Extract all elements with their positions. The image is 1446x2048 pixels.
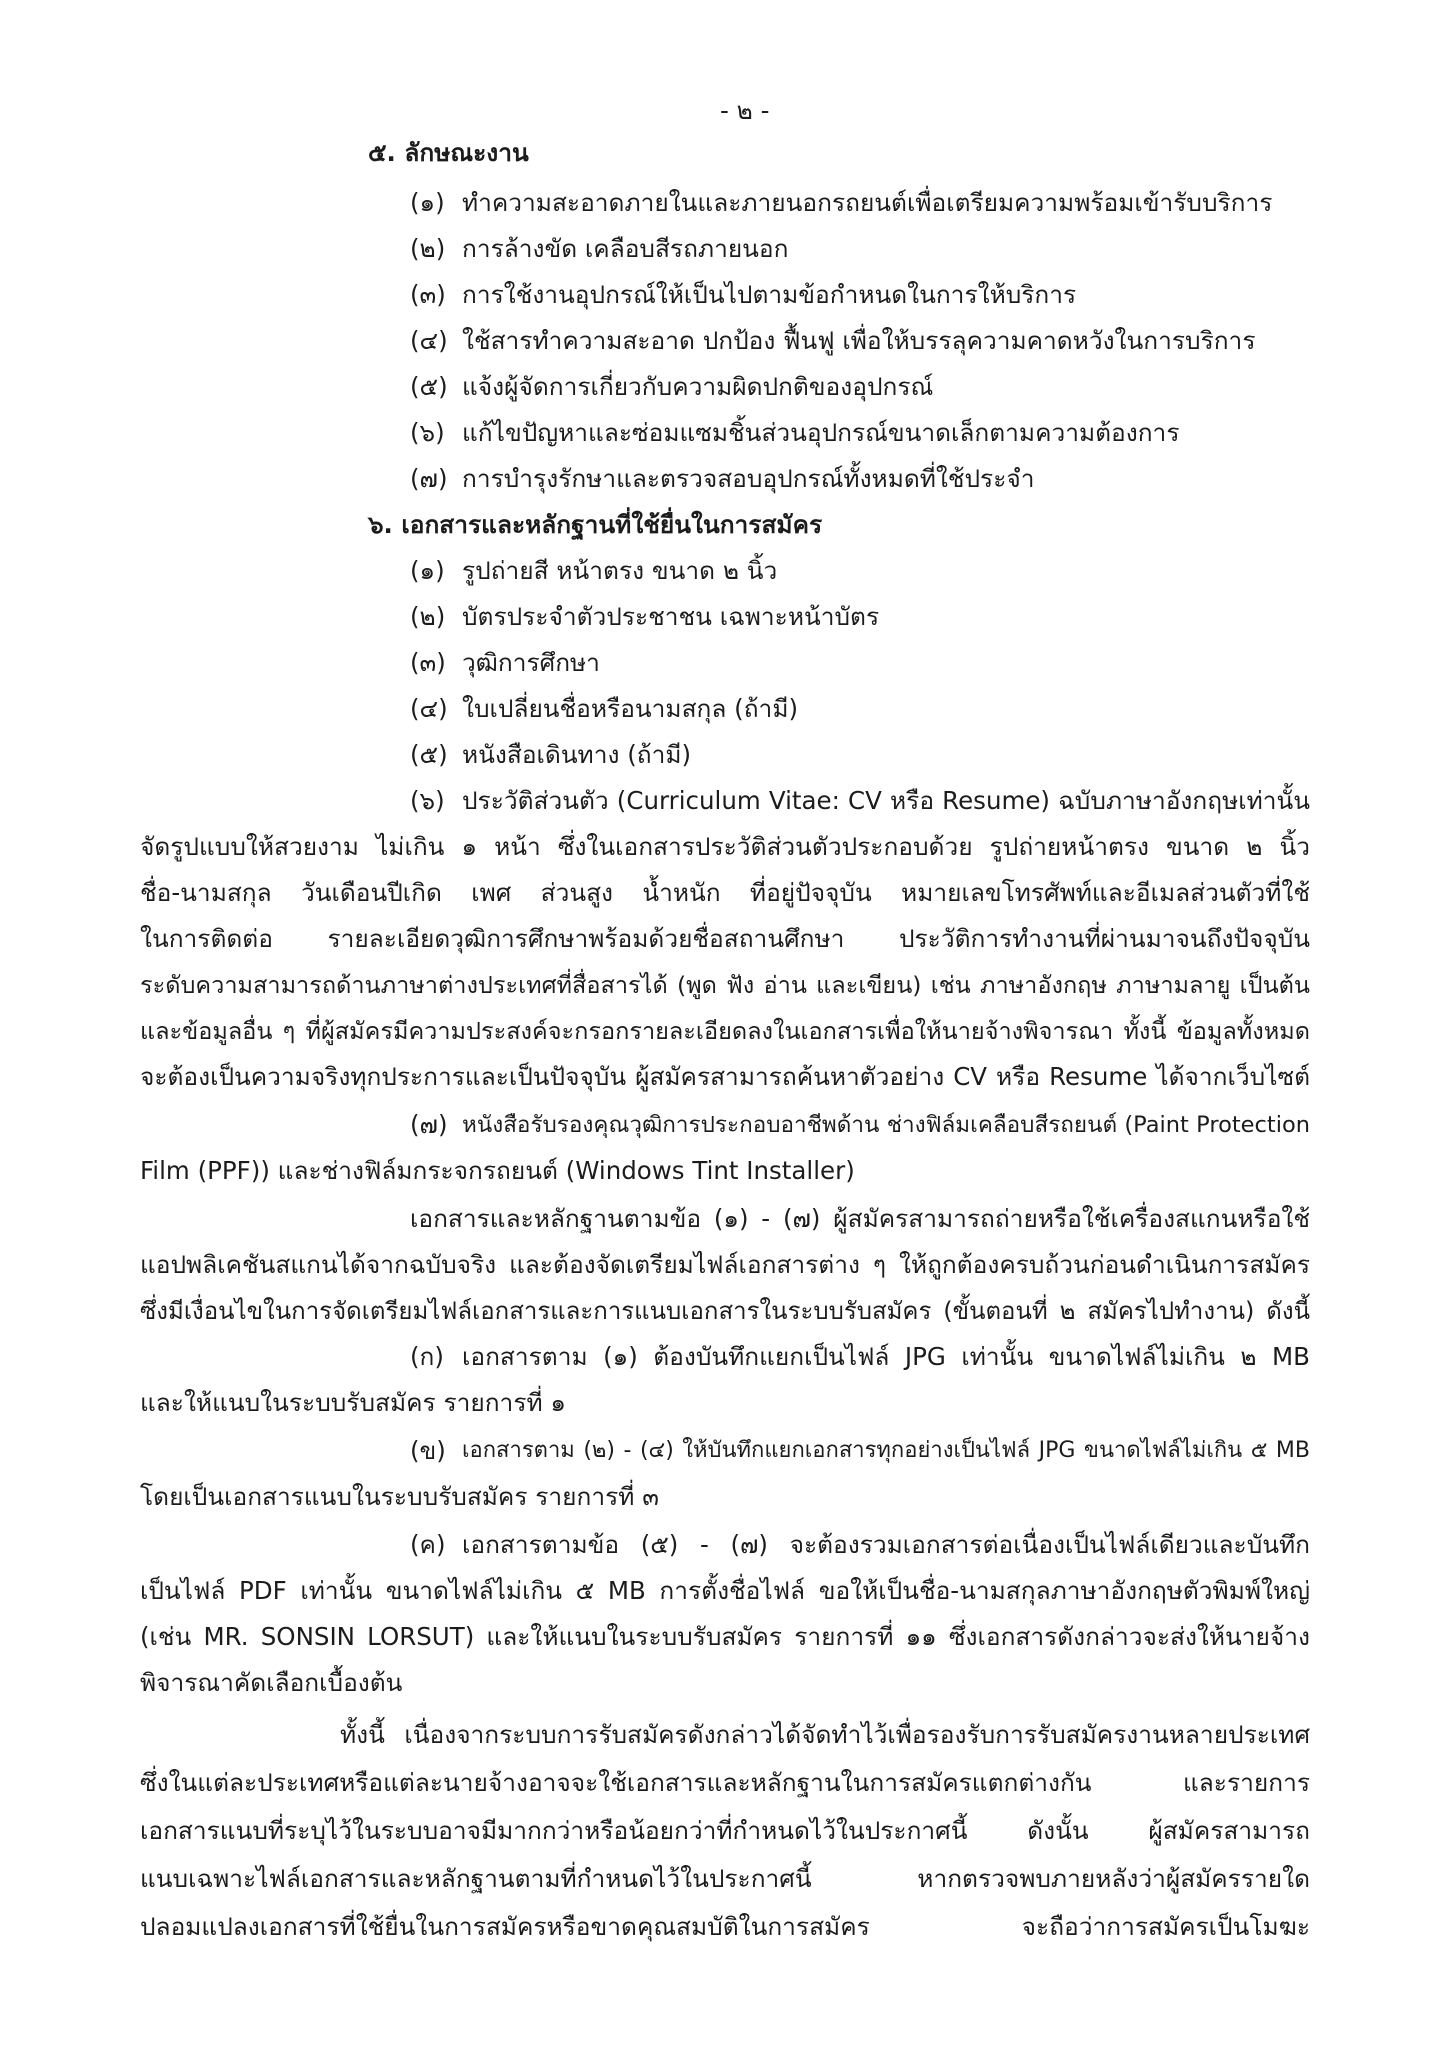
documents-paragraph-line: ซึ่งมีเงื่อนไขในการจัดเตรียมไฟล์เอกสารและการแนบเอกสารในระบบรับสมัคร (ขั้นตอนที่ ๒ สมัครไปทำงาน) ดังนี้ <box>140 1297 1310 1325</box>
condition-line: เอกสารตาม (๒) - (๔) ให้บันทึกแยกเอกสารทุกอย่างเป็นไฟล์ JPG ขนาดไฟล์ไม่เกิน ๕ MB <box>462 1438 1310 1463</box>
documents-paragraph-line: แอปพลิเคชันสแกนได้จากฉบับจริง และต้องจัดเตรียมไฟล์เอกสารต่าง ๆ ให้ถูกต้องครบถ้วนก่อนดำเนินการสมัคร <box>140 1250 1310 1279</box>
section-5-item-num: (๑) <box>410 188 445 217</box>
condition-line: (เช่น MR. SONSIN LORSUT) และให้แนบในระบบรับสมัคร รายการที่ ๑๑ ซึ่งเอกสารดังกล่าวจะส่งให้นายจ้าง <box>140 1622 1310 1651</box>
condition-line: เอกสารตาม (๑) ต้องบันทึกแยกเป็นไฟล์ JPG เท่านั้น ขนาดไฟล์ไม่เกิน ๒ MB <box>462 1342 1310 1371</box>
section-5-item-text: ใช้สารทำความสะอาด ปกป้อง ฟื้นฟู เพื่อให้บรรลุความคาดหวังในการบริการ <box>462 326 1256 355</box>
section-5-item-text: แก้ไขปัญหาและซ่อมแซมชิ้นส่วนอุปกรณ์ขนาดเล็กตามความต้องการ <box>462 418 1180 447</box>
section-6-item-text: รูปถ่ายสี หน้าตรง ขนาด ๒ นิ้ว <box>462 556 778 585</box>
section-5-item-text: การใช้งานอุปกรณ์ให้เป็นไปตามข้อกำหนดในการให้บริการ <box>462 280 1077 309</box>
section-5-item-text: การล้างขัด เคลือบสีรถภายนอก <box>462 234 789 263</box>
section-6-item-text: วุฒิการศึกษา <box>462 648 600 677</box>
cv-paragraph-line: ในการติดต่อ รายละเอียดวุฒิการศึกษาพร้อมด้วยชื่อสถานศึกษา ประวัติการทำงานที่ผ่านมาจนถึงปัจจุบัน <box>140 924 1310 953</box>
section-5-item-text: การบำรุงรักษาและตรวจสอบอุปกรณ์ทั้งหมดที่ใช้ประจำ <box>462 464 1035 493</box>
cv-paragraph-line: จัดรูปแบบให้สวยงาม ไม่เกิน ๑ หน้า ซึ่งในเอกสารประวัติส่วนตัวประกอบด้วย รูปถ่ายหน้าตรง ขนาด ๒ นิ้ว <box>140 832 1310 861</box>
cv-paragraph-line: จะต้องเป็นความจริงทุกประการและเป็นปัจจุบัน ผู้สมัครสามารถค้นหาตัวอย่าง CV หรือ Resume ได้จากเว็บไซต์ <box>140 1062 1310 1091</box>
condition-line: พิจารณาคัดเลือกเบื้องต้น <box>140 1668 403 1697</box>
documents-paragraph-line: เอกสารและหลักฐานตามข้อ (๑) - (๗) ผู้สมัครสามารถถ่ายหรือใช้เครื่องสแกนหรือใช้ <box>410 1204 1310 1233</box>
cv-paragraph-line: ชื่อ-นามสกุล วันเดือนปีเกิด เพศ ส่วนสูง น้ำหนัก ที่อยู่ปัจจุบัน หมายเลขโทรศัพท์และอีเมลส่วนตัวที่ใช้ <box>140 878 1310 907</box>
section-5-item-num: (๗) <box>410 464 448 493</box>
section-6-item-num: (๕) <box>410 740 448 769</box>
cv-paragraph-line: ประวัติส่วนตัว (Curriculum Vitae: CV หรือ Resume) ฉบับภาษาอังกฤษเท่านั้น <box>462 786 1310 815</box>
section-5-item-num: (๒) <box>410 234 446 263</box>
certificate-paragraph-line: Film (PPF)) และช่างฟิล์มกระจกรถยนต์ (Windows Tint Installer) <box>140 1156 855 1185</box>
section-6-item-text: หนังสือเดินทาง (ถ้ามี) <box>462 740 692 769</box>
final-paragraph-line: แนบเฉพาะไฟล์เอกสารและหลักฐานตามที่กำหนดไว้ในประกาศนี้ หากตรวจพบภายหลังว่าผู้สมัครรายใด <box>140 1864 1310 1893</box>
section-5-item-num: (๓) <box>410 280 446 309</box>
section-6-item-num: (๖) <box>410 786 445 815</box>
section-6-item-text: ใบเปลี่ยนชื่อหรือนามสกุล (ถ้ามี) <box>462 694 799 723</box>
condition-line: เอกสารตามข้อ (๕) - (๗) จะต้องรวมเอกสารต่อเนื่องเป็นไฟล์เดียวและบันทึก <box>462 1530 1310 1559</box>
section-6-item-num: (๔) <box>410 694 448 723</box>
condition-letter: (ข) <box>410 1436 446 1465</box>
final-paragraph-line: เอกสารแนบที่ระบุไว้ในระบบอาจมีมากกว่าหรือน้อยกว่าที่กำหนดไว้ในประกาศนี้ ดังนั้น ผู้สมัครสามารถ <box>140 1816 1310 1845</box>
cv-paragraph-line: และข้อมูลอื่น ๆ ที่ผู้สมัครมีความประสงค์จะกรอกรายละเอียดลงในเอกสารเพื่อให้นายจ้างพิจารณา ทั้งนี้ ข้อมูลทั้งหมด <box>140 1017 1310 1045</box>
condition-line: และให้แนบในระบบรับสมัคร รายการที่ ๑ <box>140 1388 566 1417</box>
final-paragraph-line: ซึ่งในแต่ละประเทศหรือแต่ละนายจ้างอาจจะใช้เอกสารและหลักฐานในการสมัครแตกต่างกัน และรายการ <box>140 1768 1310 1797</box>
final-paragraph-line: ทั้งนี้ เนื่องจากระบบการรับสมัครดังกล่าวได้จัดทำไว้เพื่อรองรับการรับสมัครงานหลายประเทศ <box>340 1720 1310 1749</box>
condition-letter: (ก) <box>410 1342 444 1371</box>
condition-line: โดยเป็นเอกสารแนบในระบบรับสมัคร รายการที่ ๓ <box>140 1482 659 1511</box>
section-5-item-num: (๕) <box>410 372 448 401</box>
section-6-item-num: (๒) <box>410 602 446 631</box>
section-5-heading: ๕. ลักษณะงาน <box>368 138 529 167</box>
section-6-heading: ๖. เอกสารและหลักฐานที่ใช้ยื่นในการสมัคร <box>368 510 823 539</box>
condition-line: เป็นไฟล์ PDF เท่านั้น ขนาดไฟล์ไม่เกิน ๕ MB การตั้งชื่อไฟล์ ขอให้เป็นชื่อ-นามสกุลภาษาอังกฤษตัวพิมพ์ใหญ่ <box>140 1576 1310 1605</box>
certificate-paragraph-line: หนังสือรับรองคุณวุฒิการประกอบอาชีพด้าน ช่างฟิล์มเคลือบสีรถยนต์ (Paint Protection <box>462 1112 1310 1138</box>
section-5-item-text: ทำความสะอาดภายในและภายนอกรถยนต์เพื่อเตรียมความพร้อมเข้ารับบริการ <box>462 188 1273 217</box>
section-5-item-text: แจ้งผู้จัดการเกี่ยวกับความผิดปกติของอุปกรณ์ <box>462 372 934 401</box>
final-paragraph-line: ปลอมแปลงเอกสารที่ใช้ยื่นในการสมัครหรือขาดคุณสมบัติในการสมัคร จะถือว่าการสมัครเป็นโมฆะ <box>140 1912 1310 1941</box>
section-5-item-num: (๔) <box>410 326 448 355</box>
condition-letter: (ค) <box>410 1530 446 1559</box>
section-6-item-num: (๓) <box>410 648 446 677</box>
section-5-item-num: (๖) <box>410 418 445 447</box>
section-6-item-num: (๗) <box>410 1110 448 1139</box>
cv-paragraph-line: ระดับความสามารถด้านภาษาต่างประเทศที่สื่อสารได้ (พูด ฟัง อ่าน และเขียน) เช่น ภาษาอังกฤษ ภาษามลายู เป็นต้น <box>140 971 1310 999</box>
section-6-item-text: บัตรประจำตัวประชาชน เฉพาะหน้าบัตร <box>462 602 880 631</box>
section-6-item-num: (๑) <box>410 556 445 585</box>
page-number: - ๒ - <box>720 96 770 125</box>
